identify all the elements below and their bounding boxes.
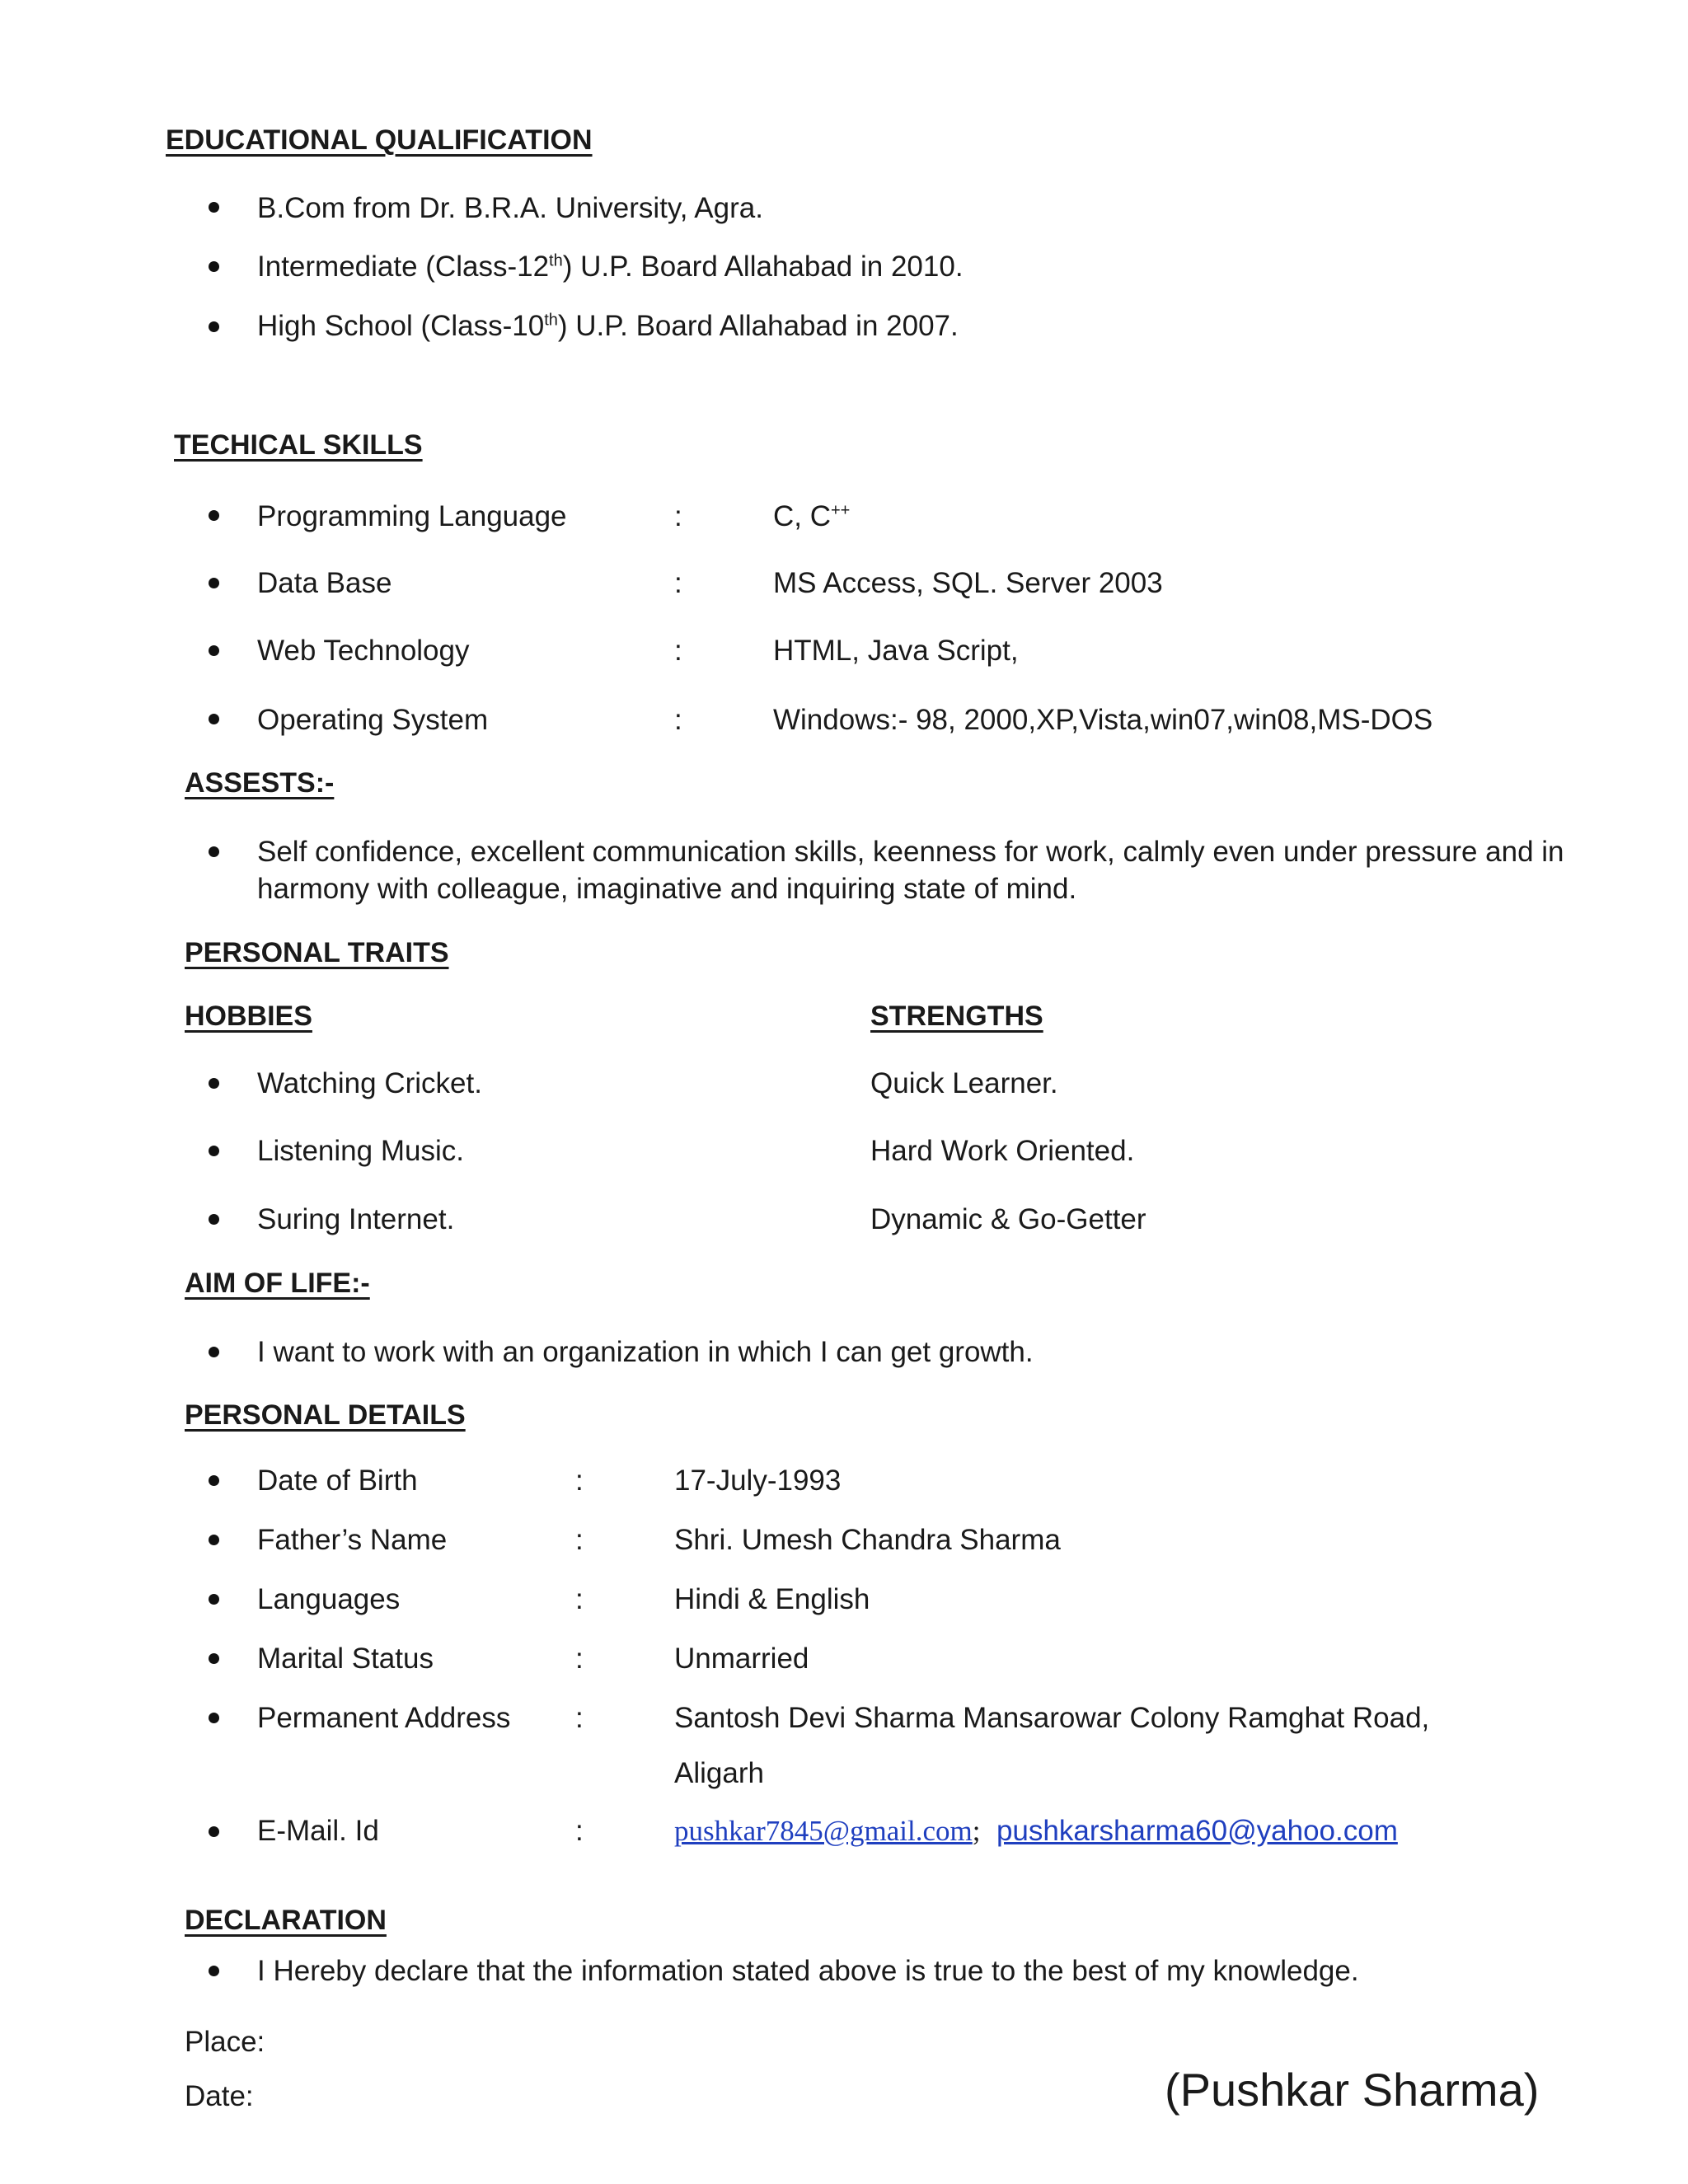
strength-item: Dynamic & Go-Getter [870,1203,1146,1235]
bullet [209,714,219,724]
detail-label: Father’s Name [257,1524,448,1556]
email-values [674,1816,1398,1845]
colon: : [674,635,682,667]
hobby-item: Watching Cricket. [257,1067,482,1099]
colon: : [674,704,682,736]
date-label: Date: [185,2080,254,2112]
declaration-text: I Hereby declare that the information stated above is true to the best of my knowledge. [257,1955,1359,1987]
detail-label: Languages [257,1583,401,1615]
skill-value: Windows:- 98, 2000,XP,Vista,win07,win08,MS-DOS [773,704,1433,736]
skill-value: C, C++ [773,500,851,532]
skill-value: MS Access, SQL. Server 2003 [773,567,1163,599]
colon: : [575,1702,584,1734]
bullet [209,1214,219,1225]
bullet [209,846,219,857]
assets-text-line1: Self confidence, excellent communication skills, keenness for work, calmly even under pressure and in [257,836,1564,868]
detail-value: Santosh Devi Sharma Mansarowar Colony Ramghat Road, [674,1702,1430,1734]
email-link-gmail[interactable]: pushkar7845@gmail.com [674,1815,973,1847]
bullet [209,1966,219,1976]
skill-value: HTML, Java Script, [773,635,1019,667]
detail-value: Shri. Umesh Chandra Sharma [674,1524,1061,1556]
bullet [209,202,219,213]
assets-text-line2: harmony with colleague, imaginative and inquiring state of mind. [257,873,1077,905]
colon: : [575,1583,584,1615]
strengths-heading: STRENGTHS [870,1001,1043,1032]
bullet [209,645,219,656]
traits-heading: PERSONAL TRAITS [185,937,449,968]
bullet [209,1826,219,1837]
bullet [209,1594,219,1605]
bullet [209,1347,219,1357]
skill-label: Data Base [257,567,392,599]
skill-label: Programming Language [257,500,567,532]
email-label: E-Mail. Id [257,1815,379,1847]
bullet [209,578,219,588]
skill-label: Web Technology [257,635,470,667]
place-label: Place: [185,2026,265,2058]
strength-item: Hard Work Oriented. [870,1135,1135,1167]
skills-heading: TECHICAL SKILLS [174,429,423,461]
education-item: B.Com from Dr. B.R.A. University, Agra. [257,192,763,224]
detail-value: 17-July-1993 [674,1465,842,1497]
bullet [209,1146,219,1156]
education-heading: EDUCATIONAL QUALIFICATION [166,124,593,156]
detail-label: Marital Status [257,1643,434,1675]
colon: : [674,500,682,532]
detail-label: Permanent Address [257,1702,511,1734]
email-link-yahoo[interactable]: pushkarsharma60@yahoo.com [996,1815,1398,1847]
education-item: High School (Class-10th) U.P. Board Allahabad in 2007. [257,310,959,342]
bullet [209,1713,219,1723]
signature-name: (Pushkar Sharma) [1165,2064,1540,2116]
bullet [209,1078,219,1089]
colon: : [575,1643,584,1675]
aim-heading: AIM OF LIFE:- [185,1268,370,1299]
assets-heading: ASSESTS:- [185,767,335,799]
hobby-item: Suring Internet. [257,1203,455,1235]
bullet [209,321,219,332]
colon: : [674,567,682,599]
education-item: Intermediate (Class-12th) U.P. Board Allahabad in 2010. [257,251,964,283]
hobbies-heading: HOBBIES [185,1001,312,1032]
hobby-item: Listening Music. [257,1135,464,1167]
aim-text: I want to work with an organization in which I can get growth. [257,1336,1034,1368]
bullet [209,510,219,521]
bullet [209,1653,219,1664]
strength-item: Quick Learner. [870,1067,1058,1099]
personal-heading: PERSONAL DETAILS [185,1399,466,1431]
address-line2: Aligarh [674,1757,764,1789]
colon: : [575,1465,584,1497]
detail-value: Hindi & English [674,1583,870,1615]
colon: : [575,1815,584,1847]
bullet [209,1535,219,1545]
bullet [209,1475,219,1486]
detail-label: Date of Birth [257,1465,418,1497]
colon: : [575,1524,584,1556]
detail-value: Unmarried [674,1643,809,1675]
bullet [209,261,219,272]
skill-label: Operating System [257,704,489,736]
declaration-heading: DECLARATION [185,1905,387,1936]
email-separator: ; [972,1815,981,1847]
